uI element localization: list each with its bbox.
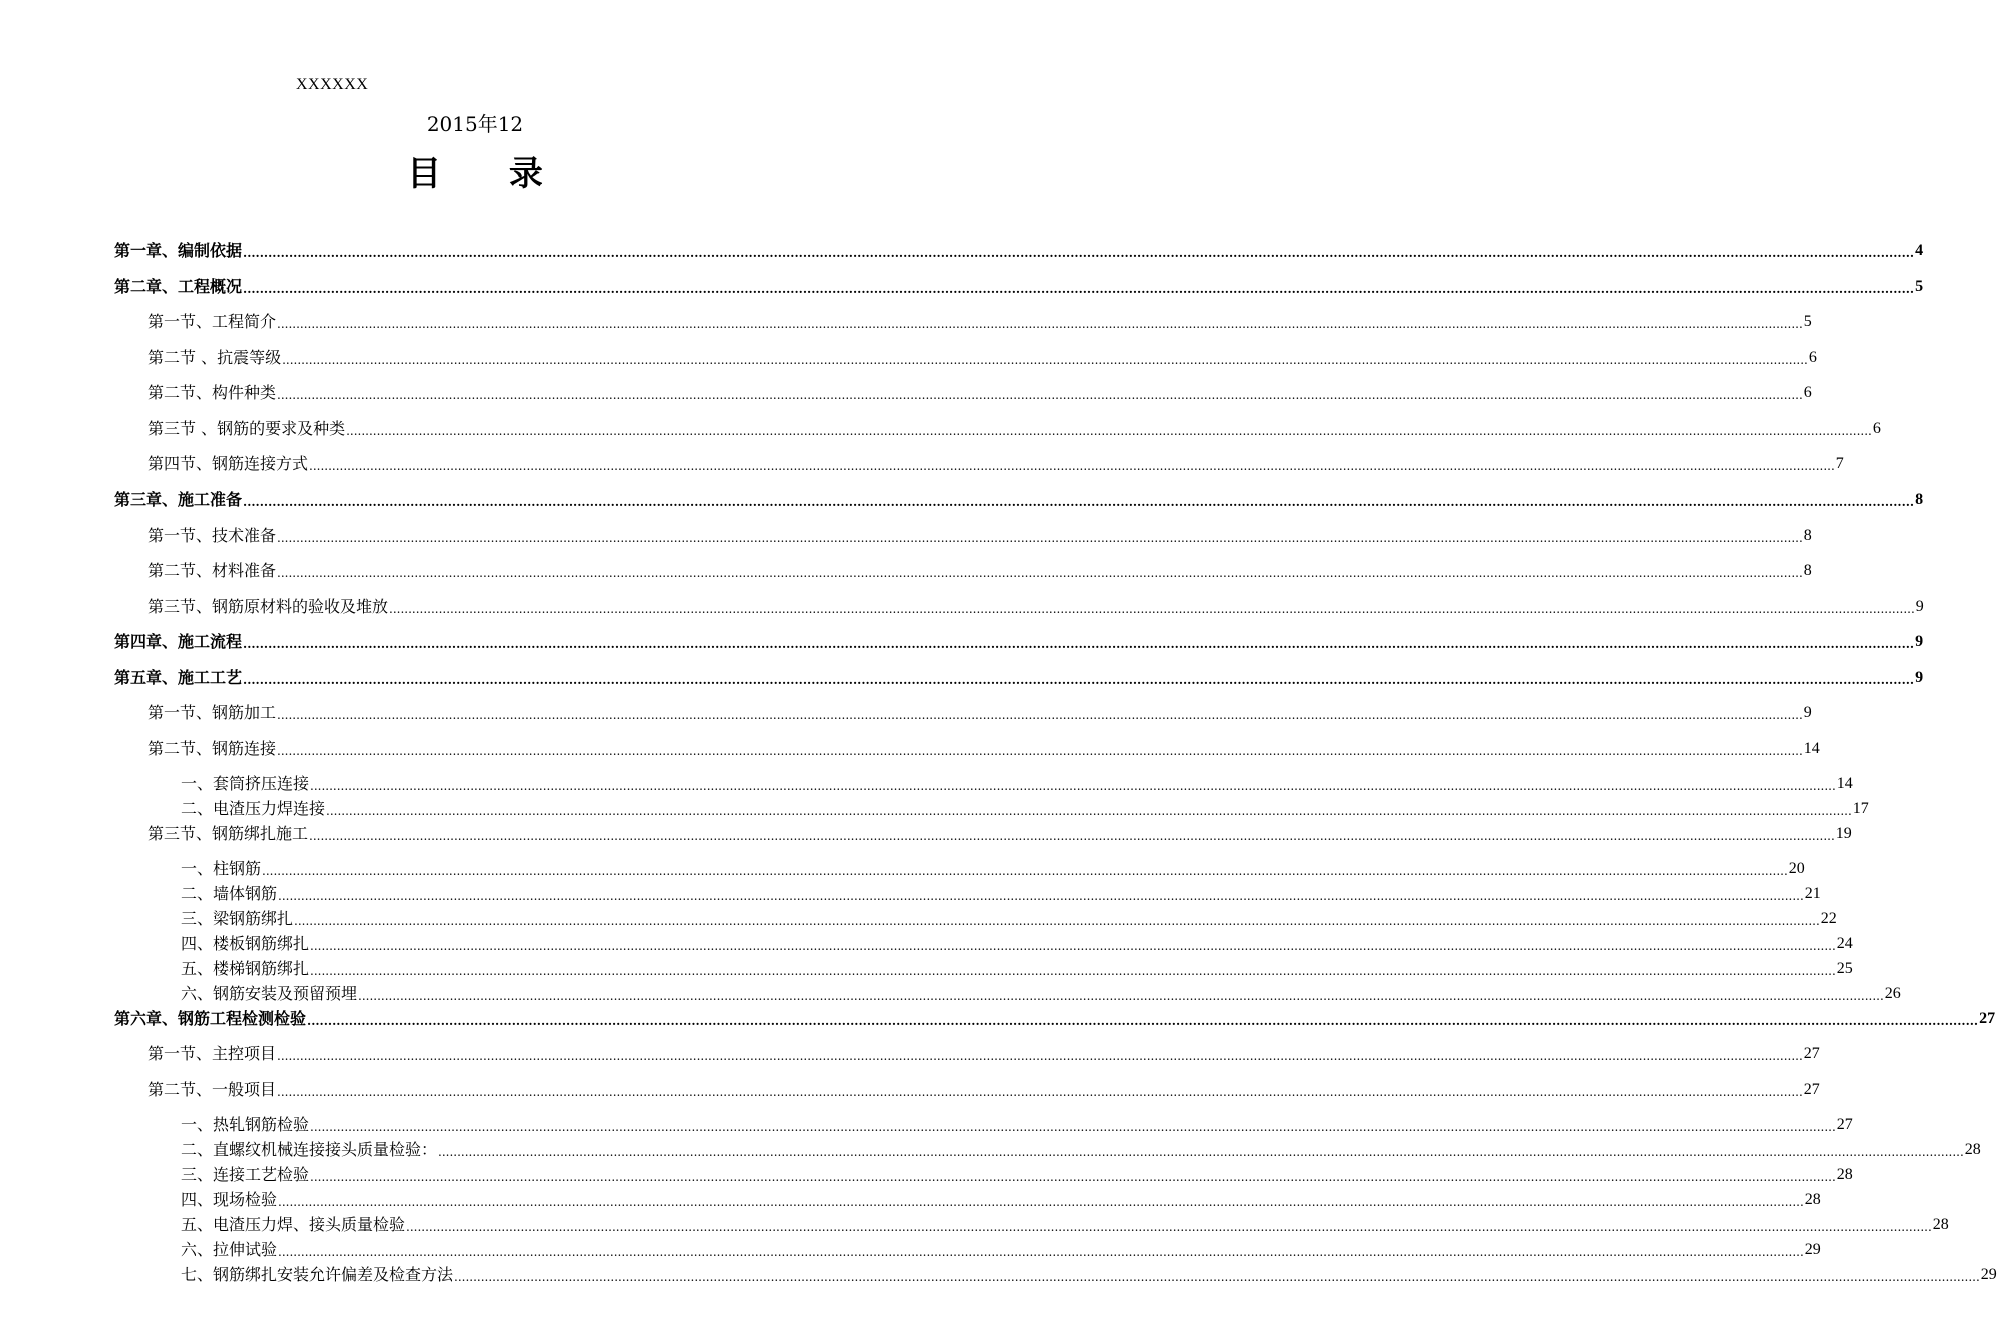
toc-entry[interactable] <box>114 667 1924 689</box>
toc-entry[interactable] <box>114 489 1924 511</box>
toc-entry-title: 第二节、材料准备 <box>148 561 277 580</box>
toc-entry-title: 一、柱钢筋 <box>181 859 262 878</box>
toc-entry[interactable] <box>181 1189 1821 1211</box>
toc-entry-title: 第一节、钢筋加工 <box>148 703 277 722</box>
toc-entry-title: 二、墙体钢筋 <box>181 884 278 903</box>
toc-dot-leader: ................................................................................................................................................................................................................................................................................................................................................................................................................ <box>309 459 1835 473</box>
toc-dot-leader: ................................................................................................................................................................................................................................................................................................................................................................................................................ <box>277 1085 1803 1099</box>
toc-entry-title: 第三节 、钢筋的要求及种类 <box>148 419 346 438</box>
toc-entry-page: 19 <box>1835 825 1852 842</box>
toc-dot-leader: ................................................................................................................................................................................................................................................................................................................................................................................................................ <box>243 673 1915 687</box>
toc-entry-page: 24 <box>1836 935 1853 952</box>
toc-entry-page: 5 <box>1803 313 1812 330</box>
toc-dot-leader: ................................................................................................................................................................................................................................................................................................................................................................................................................ <box>243 246 1915 260</box>
toc-dot-leader: ................................................................................................................................................................................................................................................................................................................................................................................................................ <box>346 424 1872 438</box>
toc-entry[interactable] <box>148 382 1812 404</box>
toc-dot-leader: ................................................................................................................................................................................................................................................................................................................................................................................................................ <box>243 495 1915 509</box>
toc-entry[interactable] <box>181 883 1821 905</box>
toc-entry-title: 五、电渣压力焊、接头质量检验 <box>181 1215 406 1234</box>
toc-entry[interactable] <box>181 1139 1981 1161</box>
toc-entry[interactable] <box>148 1079 1820 1101</box>
toc-entry[interactable] <box>181 933 1853 955</box>
toc-entry[interactable] <box>181 983 1901 1005</box>
toc-entry-page: 27 <box>1979 1010 1996 1027</box>
toc-dot-leader: ................................................................................................................................................................................................................................................................................................................................................................................................................ <box>278 889 1804 903</box>
toc-entry-title: 第二节、构件种类 <box>148 383 277 402</box>
toc-dot-leader: ................................................................................................................................................................................................................................................................................................................................................................................................................ <box>438 1145 1964 1159</box>
toc-dot-leader: ................................................................................................................................................................................................................................................................................................................................................................................................................ <box>310 964 1836 978</box>
toc-entry-title: 第一节、主控项目 <box>148 1044 277 1063</box>
toc-entry[interactable] <box>181 1239 1821 1261</box>
toc-entry[interactable] <box>148 702 1812 724</box>
toc-entry[interactable] <box>148 525 1812 547</box>
toc-dot-leader: ................................................................................................................................................................................................................................................................................................................................................................................................................ <box>310 1120 1836 1134</box>
toc-entry-page: 7 <box>1835 455 1844 472</box>
toc-entry-title: 二、直螺纹机械连接接头质量检验： <box>181 1140 438 1159</box>
toc-dot-leader: ................................................................................................................................................................................................................................................................................................................................................................................................................ <box>277 708 1803 722</box>
toc-entry-page: 28 <box>1964 1141 1981 1158</box>
toc-entry-title: 三、梁钢筋绑扎 <box>181 909 294 928</box>
toc-entry-title: 第三节、钢筋绑扎施工 <box>148 824 309 843</box>
toc-entry-page: 28 <box>1804 1191 1821 1208</box>
toc-dot-leader: ................................................................................................................................................................................................................................................................................................................................................................................................................ <box>282 353 1808 367</box>
toc-dot-leader: ................................................................................................................................................................................................................................................................................................................................................................................................................ <box>326 804 1852 818</box>
toc-entry-page: 21 <box>1804 885 1821 902</box>
toc-dot-leader: ................................................................................................................................................................................................................................................................................................................................................................................................................ <box>277 744 1803 758</box>
toc-dot-leader: ................................................................................................................................................................................................................................................................................................................................................................................................................ <box>406 1220 1932 1234</box>
toc-dot-leader: ................................................................................................................................................................................................................................................................................................................................................................................................................ <box>243 637 1915 651</box>
toc-entry-title: 一、套筒挤压连接 <box>181 774 310 793</box>
toc-dot-leader: ................................................................................................................................................................................................................................................................................................................................................................................................................ <box>278 1195 1804 1209</box>
toc-entry-page: 27 <box>1803 1081 1820 1098</box>
toc-entry-title: 七、钢筋绑扎安装允许偏差及检查方法 <box>181 1265 454 1284</box>
toc-entry-title: 一、热轧钢筋检验 <box>181 1115 310 1134</box>
toc-entry-page: 28 <box>1932 1216 1949 1233</box>
toc-entry-title: 六、钢筋安装及预留预埋 <box>181 984 358 1003</box>
toc-entry[interactable] <box>148 738 1820 760</box>
toc-entry-title: 第六章、钢筋工程检测检验 <box>114 1009 307 1028</box>
toc-entry-title: 四、现场检验 <box>181 1190 278 1209</box>
toc-dot-leader: ................................................................................................................................................................................................................................................................................................................................................................................................................ <box>310 939 1836 953</box>
toc-entry-page: 29 <box>1804 1241 1821 1258</box>
toc-entry[interactable] <box>181 1264 1997 1286</box>
toc-dot-leader: ................................................................................................................................................................................................................................................................................................................................................................................................................ <box>294 914 1820 928</box>
toc-entry-page: 5 <box>1915 278 1924 295</box>
toc-entry-title: 第二章、工程概况 <box>114 277 243 296</box>
toc-entry[interactable] <box>181 1214 1949 1236</box>
toc-entry-page: 29 <box>1980 1266 1997 1283</box>
toc-entry-page: 8 <box>1915 491 1924 508</box>
toc-entry[interactable] <box>148 560 1812 582</box>
toc-entry-page: 9 <box>1915 598 1924 615</box>
toc-dot-leader: ................................................................................................................................................................................................................................................................................................................................................................................................................ <box>277 317 1803 331</box>
toc-entry-page: 28 <box>1836 1166 1853 1183</box>
toc-entry-page: 22 <box>1820 910 1837 927</box>
toc-dot-leader: ................................................................................................................................................................................................................................................................................................................................................................................................................ <box>307 1014 1979 1028</box>
toc-dot-leader: ................................................................................................................................................................................................................................................................................................................................................................................................................ <box>358 989 1884 1003</box>
toc-dot-leader: ................................................................................................................................................................................................................................................................................................................................................................................................................ <box>243 282 1915 296</box>
toc-entry-title: 第三节、钢筋原材料的验收及堆放 <box>148 597 389 616</box>
toc-entry[interactable] <box>148 347 1817 369</box>
toc-dot-leader: ................................................................................................................................................................................................................................................................................................................................................................................................................ <box>454 1270 1980 1284</box>
toc-entry[interactable] <box>181 908 1837 930</box>
toc-entry[interactable] <box>148 453 1844 475</box>
toc-entry-title: 第一节、工程简介 <box>148 312 277 331</box>
toc-entry-title: 第二节、钢筋连接 <box>148 739 277 758</box>
toc-entry[interactable] <box>114 1008 1996 1030</box>
toc-entry[interactable] <box>181 1164 1853 1186</box>
toc-entry-page: 9 <box>1915 669 1924 686</box>
toc-entry-page: 6 <box>1872 420 1881 437</box>
toc-dot-leader: ................................................................................................................................................................................................................................................................................................................................................................................................................ <box>262 864 1788 878</box>
toc-entry[interactable] <box>114 240 1924 262</box>
toc-entry-page: 4 <box>1915 242 1924 259</box>
toc-entry[interactable] <box>181 798 1869 820</box>
toc-entry-title: 第一章、编制依据 <box>114 241 243 260</box>
toc-entry-page: 6 <box>1808 349 1817 366</box>
toc-entry-title: 四、楼板钢筋绑扎 <box>181 934 310 953</box>
toc-dot-leader: ................................................................................................................................................................................................................................................................................................................................................................................................................ <box>389 602 1915 616</box>
toc-dot-leader: ................................................................................................................................................................................................................................................................................................................................................................................................................ <box>277 531 1803 545</box>
toc-entry-title: 第四节、钢筋连接方式 <box>148 454 309 473</box>
toc-entry-title: 第四章、施工流程 <box>114 632 243 651</box>
toc-entry-title: 第一节、技术准备 <box>148 526 277 545</box>
toc-entry[interactable] <box>114 631 1924 653</box>
toc-entry-title: 第五章、施工工艺 <box>114 668 243 687</box>
toc-dot-leader: ................................................................................................................................................................................................................................................................................................................................................................................................................ <box>310 779 1836 793</box>
header-code: XXXXXX <box>296 76 369 93</box>
toc-entry-title: 六、拉伸试验 <box>181 1240 278 1259</box>
toc-dot-leader: ................................................................................................................................................................................................................................................................................................................................................................................................................ <box>310 1170 1836 1184</box>
toc-entry[interactable] <box>181 773 1853 795</box>
toc-dot-leader: ................................................................................................................................................................................................................................................................................................................................................................................................................ <box>277 388 1803 402</box>
toc-entry-page: 27 <box>1836 1116 1853 1133</box>
header-date: 2015年12 <box>426 112 524 136</box>
toc-entry[interactable] <box>181 1114 1853 1136</box>
toc-entry[interactable] <box>148 823 1852 845</box>
toc-entry[interactable] <box>181 958 1853 980</box>
toc-dot-leader: ................................................................................................................................................................................................................................................................................................................................................................................................................ <box>277 1049 1803 1063</box>
toc-entry-page: 20 <box>1788 860 1805 877</box>
toc-entry-title: 第二节 、抗震等级 <box>148 348 282 367</box>
toc-dot-leader: ................................................................................................................................................................................................................................................................................................................................................................................................................ <box>278 1245 1804 1259</box>
toc-dot-leader: ................................................................................................................................................................................................................................................................................................................................................................................................................ <box>277 566 1803 580</box>
toc-entry-title: 三、连接工艺检验 <box>181 1165 310 1184</box>
toc-entry-page: 17 <box>1852 800 1869 817</box>
toc-entry[interactable] <box>148 311 1812 333</box>
toc-entry-title: 第三章、施工准备 <box>114 490 243 509</box>
toc-entry-page: 26 <box>1884 985 1901 1002</box>
toc-entry-page: 8 <box>1803 527 1812 544</box>
toc-entry[interactable] <box>148 596 1924 618</box>
toc-entry-page: 14 <box>1803 740 1820 757</box>
toc-entry-title: 五、楼梯钢筋绑扎 <box>181 959 310 978</box>
toc-entry-page: 8 <box>1803 562 1812 579</box>
toc-entry-page: 27 <box>1803 1045 1820 1062</box>
toc-entry-title: 第二节、一般项目 <box>148 1080 277 1099</box>
toc-entry-page: 9 <box>1915 633 1924 650</box>
toc-entry[interactable] <box>148 418 1881 440</box>
toc-entry[interactable] <box>181 858 1805 880</box>
toc-entry-page: 9 <box>1803 704 1812 721</box>
toc-entry[interactable] <box>114 276 1924 298</box>
toc-entry-title: 二、电渣压力焊连接 <box>181 799 326 818</box>
page-title: 目 录 <box>407 154 571 194</box>
toc-entry-page: 25 <box>1836 960 1853 977</box>
toc-entry-page: 6 <box>1803 384 1812 401</box>
toc-entry[interactable] <box>148 1043 1820 1065</box>
toc-entry-page: 14 <box>1836 775 1853 792</box>
toc-dot-leader: ................................................................................................................................................................................................................................................................................................................................................................................................................ <box>309 829 1835 843</box>
